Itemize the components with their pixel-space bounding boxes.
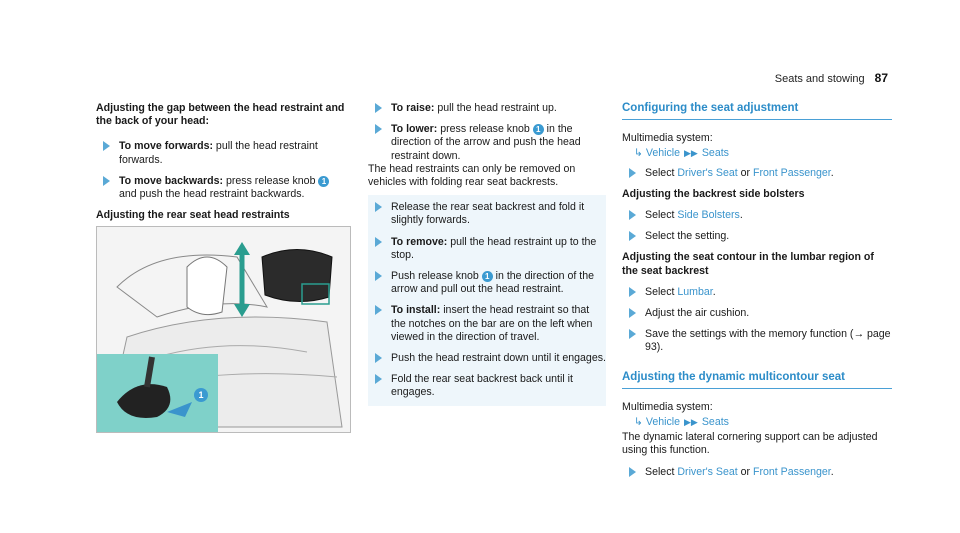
menu-drivers-seat: Driver's Seat bbox=[677, 166, 738, 179]
column-left bbox=[96, 102, 349, 234]
bullet-arrow-icon bbox=[629, 231, 636, 241]
bullet-arrow-icon bbox=[629, 287, 636, 297]
punctuation: . bbox=[712, 285, 716, 298]
step-label: To raise: bbox=[391, 102, 435, 114]
mm-system-label: Multimedia system: bbox=[622, 132, 713, 145]
step-text: and push the head restraint backwards. bbox=[119, 188, 305, 201]
bullet-arrow-icon bbox=[375, 305, 382, 315]
figure-callout-label: 1 bbox=[198, 390, 204, 400]
mm-system-label: Multimedia system: bbox=[622, 400, 713, 413]
step-text: press release knob bbox=[437, 123, 533, 136]
step-text: or bbox=[737, 465, 754, 478]
step-text: Select bbox=[645, 465, 678, 478]
step-select-seat bbox=[622, 167, 892, 180]
step-text: Select bbox=[645, 285, 678, 298]
bullet-arrow-icon bbox=[375, 103, 382, 113]
step-text: Push release knob bbox=[391, 270, 482, 283]
step-text: Select bbox=[645, 166, 678, 179]
step-push-knob bbox=[368, 270, 606, 296]
release-knob-marker: 1 bbox=[318, 176, 329, 187]
step-select-lumbar bbox=[622, 286, 892, 299]
step-move-forwards bbox=[96, 140, 349, 166]
bullet-arrow-icon bbox=[375, 271, 382, 281]
step-text: Release the rear seat backrest and fold it slightly forwards. bbox=[391, 201, 585, 227]
double-chevron-icon: ▶▶ bbox=[684, 417, 698, 428]
bullet-arrow-icon bbox=[375, 374, 382, 384]
step-label: To lower: bbox=[391, 123, 438, 136]
double-chevron-icon: ▶▶ bbox=[684, 148, 698, 159]
subheading-lumbar: Adjusting the seat contour in the lumbar region of the seat backrest bbox=[622, 251, 874, 277]
subheading-side-bolsters: Adjusting the backrest side bolsters bbox=[622, 187, 805, 200]
step-adjust-air bbox=[622, 307, 892, 320]
bullet-arrow-icon bbox=[103, 176, 110, 186]
menu-seats: Seats bbox=[701, 147, 729, 160]
step-select-seat-dynamic bbox=[622, 466, 892, 479]
menu-path bbox=[622, 147, 892, 160]
step-remove bbox=[368, 236, 606, 262]
step-text: Fold the rear seat backrest back until it engages. bbox=[391, 373, 573, 399]
menu-side-bolsters: Side Bolsters bbox=[677, 209, 740, 222]
menu-front-passenger: Front Passenger bbox=[753, 465, 831, 478]
menu-path bbox=[622, 416, 892, 429]
step-text: in the direction of the arrow and push the head restraint down. bbox=[391, 123, 581, 162]
step-label: To install: bbox=[391, 304, 441, 317]
step-label: To move forwards: bbox=[119, 140, 213, 153]
bullet-arrow-icon bbox=[375, 124, 382, 134]
rear-seat-illustration bbox=[96, 226, 351, 433]
header-title: Seats and stowing bbox=[774, 73, 865, 85]
release-knob-marker: 1 bbox=[482, 271, 493, 282]
menu-seats: Seats bbox=[701, 416, 729, 429]
menu-front-passenger: Front Passenger bbox=[753, 166, 831, 179]
bullet-arrow-icon bbox=[629, 467, 636, 477]
section-title-configure: Configuring the seat adjustment bbox=[622, 102, 892, 120]
bullet-arrow-icon bbox=[375, 353, 382, 363]
return-arrow-icon: ↳ bbox=[634, 147, 643, 160]
bullet-arrow-icon bbox=[629, 329, 636, 339]
step-label: To move backwards: bbox=[119, 174, 224, 187]
step-fold-back bbox=[368, 373, 606, 399]
menu-drivers-seat: Driver's Seat bbox=[677, 465, 738, 478]
page-header bbox=[775, 71, 888, 85]
note-removal: The head restraints can only be removed on vehicles with folding rear seat backrests. bbox=[368, 162, 576, 189]
step-text: press release knob bbox=[223, 174, 319, 187]
step-text: or bbox=[737, 166, 754, 179]
seat-diagram bbox=[97, 227, 350, 432]
punctuation: . bbox=[739, 209, 743, 222]
return-arrow-icon: ↳ bbox=[634, 416, 643, 429]
bullet-arrow-icon bbox=[629, 210, 636, 220]
step-move-backwards bbox=[96, 175, 349, 201]
dynamic-description: The dynamic lateral cornering support can be adjusted using this function. bbox=[622, 431, 878, 457]
step-text: Adjust the air cushion. bbox=[645, 307, 750, 320]
bullet-arrow-icon bbox=[103, 141, 110, 151]
heading-gap-adjust: Adjusting the gap between the head restraint and the back of your head: bbox=[96, 102, 345, 128]
step-text: pull the head restraint up to the stop. bbox=[391, 235, 597, 261]
step-text: in the direction of the arrow and pull out the head restraint. bbox=[391, 270, 594, 296]
step-text: pull the head restraint up. bbox=[434, 102, 557, 114]
menu-vehicle: Vehicle bbox=[645, 147, 681, 160]
punctuation: . bbox=[830, 166, 834, 179]
bullet-arrow-icon bbox=[629, 308, 636, 318]
step-select-side-bolsters bbox=[622, 209, 892, 222]
step-text: Save the settings with the memory function (→ page 93). bbox=[645, 328, 891, 354]
step-save-settings bbox=[622, 328, 892, 354]
step-label: To remove: bbox=[391, 235, 448, 248]
menu-lumbar: Lumbar bbox=[677, 285, 713, 298]
bullet-arrow-icon bbox=[375, 202, 382, 212]
step-text: Select the setting. bbox=[645, 230, 730, 243]
step-text: pull the head restraint forwards. bbox=[119, 140, 318, 166]
step-text: Select bbox=[645, 209, 678, 222]
punctuation: . bbox=[830, 465, 834, 478]
step-push-down bbox=[368, 352, 606, 365]
column-right bbox=[622, 102, 892, 487]
step-select-setting bbox=[622, 230, 892, 243]
page-number: 87 bbox=[874, 71, 888, 85]
step-install bbox=[368, 304, 606, 344]
step-lower bbox=[368, 123, 606, 163]
removal-steps bbox=[368, 195, 606, 405]
step-text: insert the head restraint so that the notches on the bar are on the left when viewed in the direction of travel. bbox=[391, 304, 593, 343]
step-release-backrest bbox=[368, 201, 606, 227]
section-title-dynamic: Adjusting the dynamic multicontour seat bbox=[622, 371, 892, 389]
bullet-arrow-icon bbox=[375, 237, 382, 247]
bullet-arrow-icon bbox=[629, 168, 636, 178]
step-raise bbox=[368, 102, 606, 115]
step-text: Push the head restraint down until it engages. bbox=[391, 352, 606, 365]
column-middle bbox=[368, 102, 606, 406]
heading-rear-head-restraints: Adjusting the rear seat head restraints bbox=[96, 209, 290, 222]
menu-vehicle: Vehicle bbox=[645, 416, 681, 429]
release-knob-marker: 1 bbox=[533, 124, 544, 135]
